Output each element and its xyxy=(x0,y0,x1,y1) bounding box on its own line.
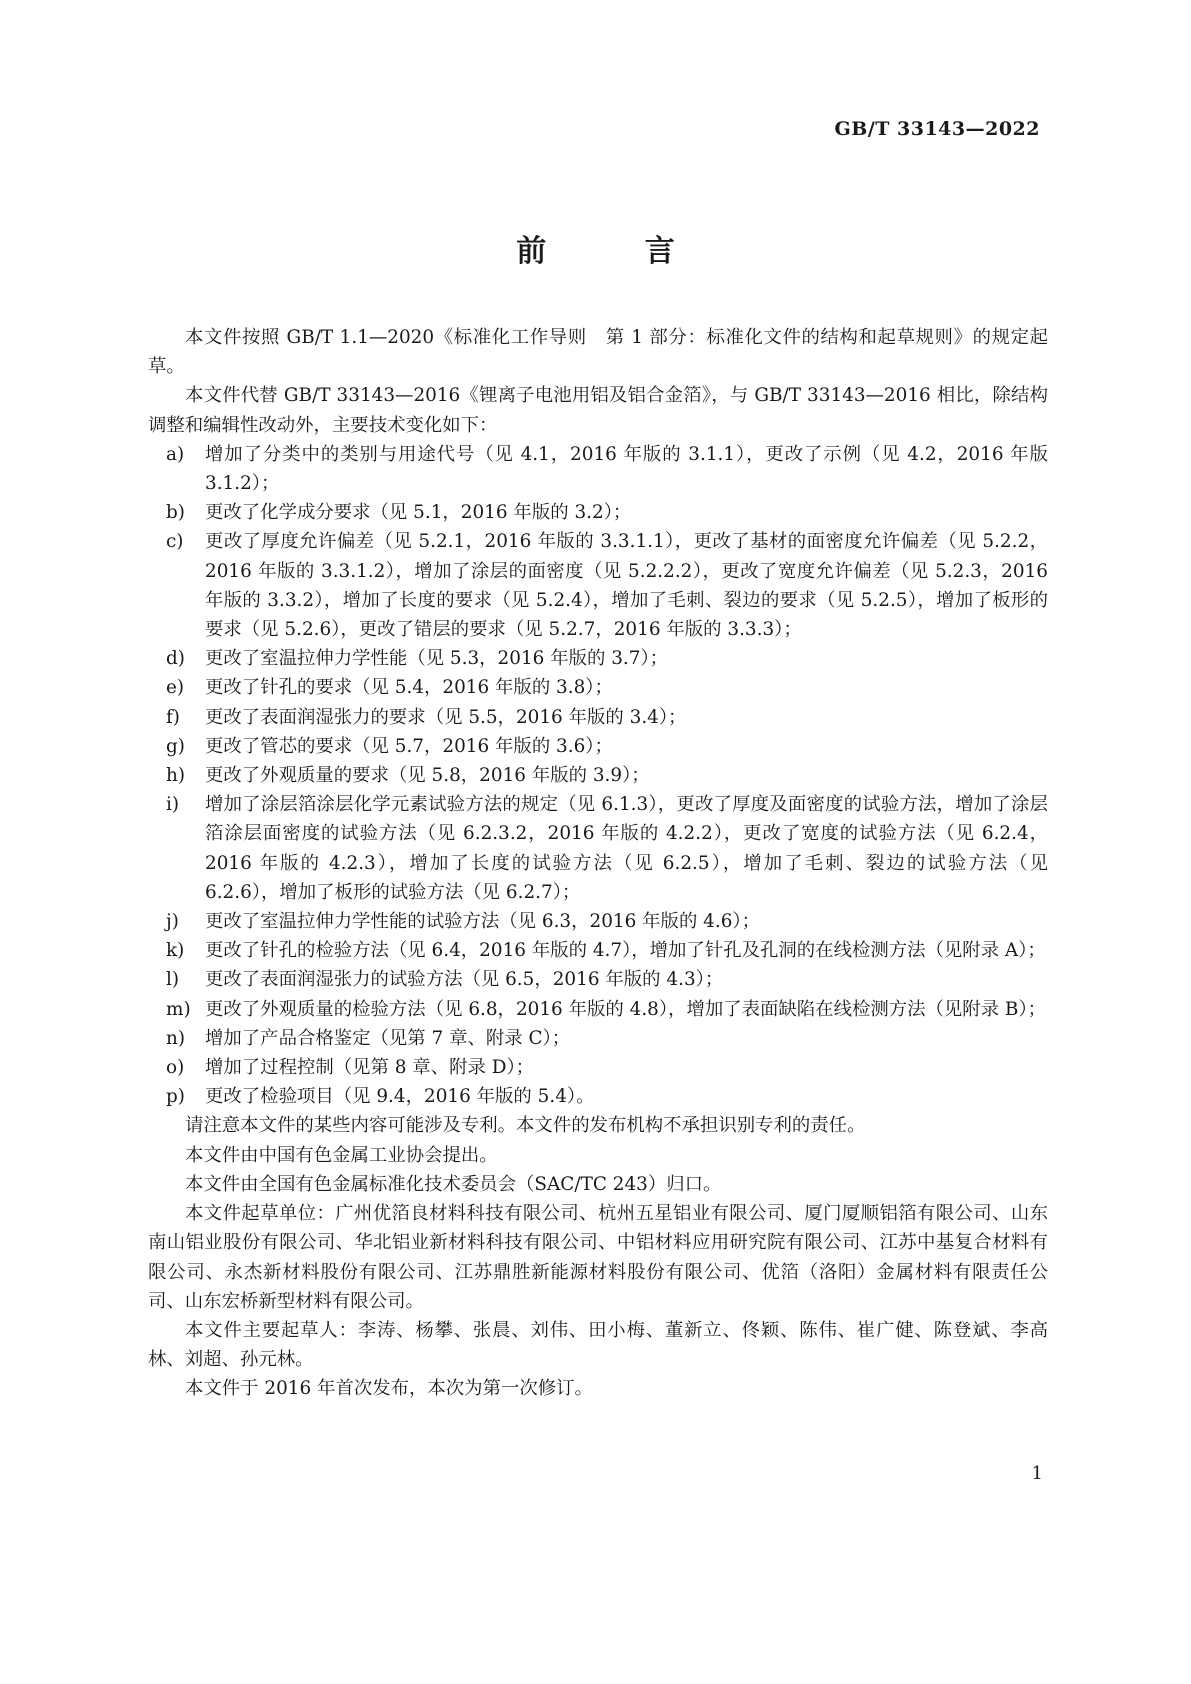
list-item-text: 更改了外观质量的要求（见 5.8，2016 年版的 3.9）； xyxy=(205,765,650,787)
list-item-text: 增加了分类中的类别与用途代号（见 4.1，2016 年版的 3.1.1），更改了示例（见 4.2，2016 年版 3.1.2）； xyxy=(205,443,1048,495)
paragraph-replacement: 本文件代替 GB/T 33143—2016《锂离子电池用铝及铝合金箔》，与 GB/T 33143—2016 相比，除结构调整和编辑性改动外，主要技术变化如下： xyxy=(148,385,1048,436)
list-item-text: 更改了针孔的要求（见 5.4，2016 年版的 3.8）； xyxy=(205,677,613,699)
list-item xyxy=(148,761,1048,790)
list-item xyxy=(148,732,1048,761)
list-item-text: 更改了表面润湿张力的试验方法（见 6.5，2016 年版的 4.3）； xyxy=(205,969,724,991)
list-item xyxy=(148,703,1048,732)
list-item xyxy=(148,1024,1048,1053)
list-item-text: 更改了外观质量的检验方法（见 6.8，2016 年版的 4.8），增加了表面缺陷在线检测方法（见附录 B）； xyxy=(205,998,1047,1020)
list-item-label: f) xyxy=(166,706,180,728)
list-item xyxy=(148,936,1048,965)
list-item-text: 更改了针孔的检验方法（见 6.4，2016 年版的 4.7），增加了针孔及孔洞的在线检测方法（见附录 A）； xyxy=(205,940,1046,962)
paragraph-patent-notice: 请注意本文件的某些内容可能涉及专利。本文件的发布机构不承担识别专利的责任。 xyxy=(185,1115,866,1137)
list-item xyxy=(148,995,1048,1024)
list-item-label: e) xyxy=(166,677,185,699)
list-item-label: g) xyxy=(166,735,185,757)
list-item-text: 更改了化学成分要求（见 5.1，2016 年版的 3.2）； xyxy=(205,502,632,524)
list-item-text: 更改了检验项目（见 9.4，2016 年版的 5.4）。 xyxy=(205,1086,595,1108)
list-item-label: k) xyxy=(166,940,185,962)
list-item-label: j) xyxy=(166,911,179,933)
list-item xyxy=(148,527,1048,644)
list-item xyxy=(148,673,1048,702)
paragraph-proposer: 本文件由中国有色金属工业协会提出。 xyxy=(185,1144,498,1166)
list-item-label: h) xyxy=(166,765,186,787)
list-item xyxy=(148,498,1048,527)
list-item xyxy=(148,965,1048,994)
paragraph-drafters: 本文件主要起草人：李涛、杨攀、张晨、刘伟、田小梅、董新立、佟颖、陈伟、崔广健、陈登斌、李高林、刘超、孙元林。 xyxy=(148,1319,1048,1371)
list-item-label: a) xyxy=(166,443,185,465)
paragraph-drafting-units: 本文件起草单位：广州优箔良材料科技有限公司、杭州五星铝业有限公司、厦门厦顺铝箔有限公司、山东南山铝业股份有限公司、华北铝业新材料科技有限公司、中铝材料应用研究院有限公司、江苏中基复合材料有限公司、永杰新材料股份有限公司、江苏鼎胜新能源材料股份有限公司、优箔（洛阳）金属材料有限责任公司、山东宏桥新型材料有限公司。 xyxy=(148,1203,1048,1312)
list-item-label: o) xyxy=(166,1057,185,1079)
list-item-label: i) xyxy=(166,794,180,816)
list-item xyxy=(148,1082,1048,1111)
list-item xyxy=(148,644,1048,673)
changes-list xyxy=(148,440,1048,1112)
page-number: 1 xyxy=(1031,1463,1043,1484)
paragraph-drafting-rules: 本文件按照 GB/T 1.1—2020《标准化工作导则 第 1 部分：标准化文件的结构和起草规则》的规定起草。 xyxy=(148,327,1048,378)
list-item-text: 更改了厚度允许偏差（见 5.2.1，2016 年版的 3.3.1.1），更改了基材的面密度允许偏差（见 5.2.2，2016 年版的 3.3.1.2），增加了涂层的面密度（见 5.2.2.2），更改了宽度允许偏差（见 5.2.3，2016 年版的 3.3.2），增加了长度的要求（见 5.2.4），增加了毛刺、裂边的要求（见 5.2.5），增加了板形的要求（见 5.2.6），更改了错层的要求（见 5.2.7，2016 年版的 3.3.3）； xyxy=(205,531,1048,641)
list-item-label: d) xyxy=(166,648,185,670)
list-item-label: m) xyxy=(166,998,191,1020)
list-item-text: 增加了产品合格鉴定（见第 7 章、附录 C）； xyxy=(205,1027,571,1049)
page-title: 前 言 xyxy=(516,234,719,269)
list-item-label: c) xyxy=(166,531,184,553)
list-item-text: 更改了管芯的要求（见 5.7，2016 年版的 3.6）； xyxy=(205,735,613,757)
paragraph-administrator: 本文件由全国有色金属标准化技术委员会（SAC/TC 243）归口。 xyxy=(185,1173,722,1195)
list-item-text: 更改了室温拉伸力学性能（见 5.3，2016 年版的 3.7）； xyxy=(205,648,669,670)
list-item xyxy=(148,907,1048,936)
list-item xyxy=(148,790,1048,907)
list-item-text: 更改了室温拉伸力学性能的试验方法（见 6.3，2016 年版的 4.6）； xyxy=(205,911,761,933)
list-item-label: l) xyxy=(166,969,180,991)
list-item xyxy=(148,1053,1048,1082)
list-item-label: n) xyxy=(166,1027,186,1049)
paragraph-history: 本文件于 2016 年首次发布，本次为第一次修订。 xyxy=(185,1378,593,1400)
document-code: GB/T 33143—2022 xyxy=(834,118,1040,140)
list-item-text: 更改了表面润湿张力的要求（见 5.5，2016 年版的 3.4）； xyxy=(205,706,687,728)
list-item-label: b) xyxy=(166,502,185,524)
foreword-body xyxy=(148,323,1048,1404)
list-item-text: 增加了过程控制（见第 8 章、附录 D）； xyxy=(205,1057,535,1079)
list-item-label: p) xyxy=(166,1086,185,1108)
list-item-text: 增加了涂层箔涂层化学元素试验方法的规定（见 6.1.3），更改了厚度及面密度的试验方法，增加了涂层箔涂层面密度的试验方法（见 6.2.3.2，2016 年版的 4.2.2），更改了宽度的试验方法（见 6.2.4，2016 年版的 4.2.3），增加了长度的试验方法（见 6.2.5），增加了毛刺、裂边的试验方法（见 6.2.6），增加了板形的试验方法（见 6.2.7）； xyxy=(205,794,1048,903)
list-item xyxy=(148,440,1048,498)
